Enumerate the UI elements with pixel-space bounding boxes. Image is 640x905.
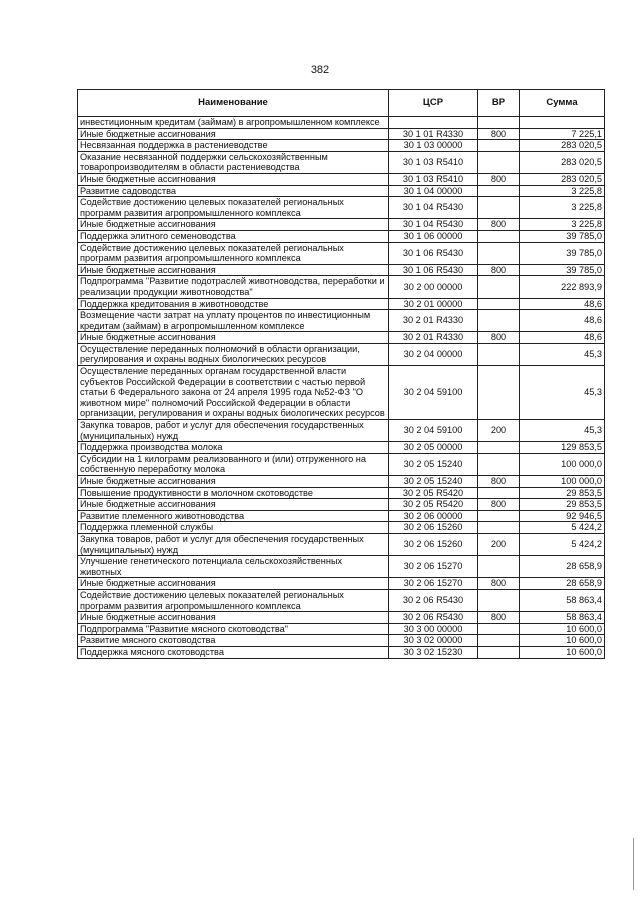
table-header (78, 90, 605, 117)
cell-name: Иные бюджетные ассигнования (78, 332, 389, 344)
header-name: Наименование (78, 90, 389, 117)
cell-sum: 10 600,0 (520, 635, 605, 647)
cell-csr: 30 2 05 00000 (389, 442, 478, 454)
cell-sum: 58 863,4 (520, 589, 605, 611)
cell-name: Развитие садоводства (78, 185, 389, 197)
cell-name: Закупка товаров, работ и услуг для обеспечения государственных (муниципальных) нужд (78, 420, 389, 442)
cell-sum: 28 658,9 (520, 578, 605, 590)
cell-name: Иные бюджетные ассигнования (78, 578, 389, 590)
cell-vr (478, 646, 520, 658)
cell-vr (478, 442, 520, 454)
cell-sum: 10 600,0 (520, 646, 605, 658)
cell-sum: 92 946,5 (520, 510, 605, 522)
table-row (78, 310, 605, 332)
cell-csr: 30 2 01 R4330 (389, 310, 478, 332)
cell-name: Содействие достижению целевых показателей региональных программ развития агропромышленного комплекса (78, 589, 389, 611)
cell-sum: 10 600,0 (520, 623, 605, 635)
cell-csr: 30 2 06 R5430 (389, 589, 478, 611)
cell-sum: 48,6 (520, 332, 605, 344)
table-row (78, 128, 605, 140)
cell-vr: 800 (478, 476, 520, 488)
cell-name: Развитие племенного животноводства (78, 510, 389, 522)
cell-vr (478, 556, 520, 578)
cell-sum: 283 020,5 (520, 140, 605, 152)
table-row (78, 140, 605, 152)
cell-name: Иные бюджетные ассигнования (78, 499, 389, 511)
cell-sum: 48,6 (520, 298, 605, 310)
cell-sum: 58 863,4 (520, 612, 605, 624)
cell-name: Оказание несвязанной поддержки сельскохозяйственным товаропроизводителям в области растениеводства (78, 151, 389, 173)
cell-csr: 30 2 06 15260 (389, 522, 478, 534)
cell-vr (478, 453, 520, 475)
cell-sum: 129 853,5 (520, 442, 605, 454)
cell-csr: 30 1 04 R5430 (389, 197, 478, 219)
cell-name: Поддержка мясного скотоводства (78, 646, 389, 658)
cell-csr: 30 1 03 R5410 (389, 151, 478, 173)
cell-sum: 3 225,8 (520, 219, 605, 231)
cell-sum: 3 225,8 (520, 185, 605, 197)
cell-vr (478, 117, 520, 129)
cell-sum: 45,3 (520, 366, 605, 420)
cell-vr (478, 242, 520, 264)
cell-vr (478, 298, 520, 310)
cell-csr: 30 2 05 R5420 (389, 499, 478, 511)
cell-name: Иные бюджетные ассигнования (78, 219, 389, 231)
cell-sum: 39 785,0 (520, 264, 605, 276)
cell-name: Субсидии на 1 килограмм реализованного и (или) отгруженного на собственную переработку молока (78, 453, 389, 475)
page-number: 382 (310, 64, 330, 76)
cell-sum: 7 225,1 (520, 128, 605, 140)
cell-vr (478, 510, 520, 522)
table-row (78, 242, 605, 264)
cell-vr (478, 140, 520, 152)
cell-sum: 39 785,0 (520, 242, 605, 264)
table-row (78, 230, 605, 242)
table-row (78, 623, 605, 635)
cell-vr: 800 (478, 578, 520, 590)
table-row (78, 635, 605, 647)
cell-vr (478, 151, 520, 173)
table-row (78, 343, 605, 365)
cell-name: Содействие достижению целевых показателей региональных программ развития агропромышленного комплекса (78, 242, 389, 264)
cell-name: Повышение продуктивности в молочном скотоводстве (78, 487, 389, 499)
cell-vr: 800 (478, 219, 520, 231)
table-row (78, 533, 605, 555)
cell-csr: 30 1 06 R5430 (389, 264, 478, 276)
table-row (78, 578, 605, 590)
cell-vr: 800 (478, 612, 520, 624)
cell-name: Возмещение части затрат на уплату процентов по инвестиционным кредитам (займам) в агропромышленном комплексе (78, 310, 389, 332)
cell-vr: 200 (478, 420, 520, 442)
cell-sum: 100 000,0 (520, 476, 605, 488)
cell-name: Улучшение генетического потенциала сельскохозяйственных животных (78, 556, 389, 578)
cell-vr: 800 (478, 499, 520, 511)
cell-csr: 30 2 00 00000 (389, 276, 478, 298)
table-row (78, 453, 605, 475)
cell-name: Иные бюджетные ассигнования (78, 612, 389, 624)
cell-vr: 800 (478, 173, 520, 185)
table-row (78, 487, 605, 499)
budget-table (77, 89, 605, 659)
cell-csr: 30 2 01 R4330 (389, 332, 478, 344)
cell-csr: 30 2 06 00000 (389, 510, 478, 522)
scan-edge-mark (633, 838, 634, 890)
cell-csr (389, 117, 478, 129)
cell-sum: 283 020,5 (520, 151, 605, 173)
cell-csr: 30 2 06 15270 (389, 578, 478, 590)
table-row (78, 219, 605, 231)
header-sum: Сумма (520, 90, 605, 117)
cell-vr (478, 623, 520, 635)
cell-sum (520, 117, 605, 129)
cell-vr (478, 185, 520, 197)
cell-name: Развитие мясного скотоводства (78, 635, 389, 647)
cell-csr: 30 1 04 00000 (389, 185, 478, 197)
cell-name: Иные бюджетные ассигнования (78, 476, 389, 488)
cell-csr: 30 1 06 00000 (389, 230, 478, 242)
header-csr: ЦСР (389, 90, 478, 117)
cell-sum: 45,3 (520, 420, 605, 442)
cell-csr: 30 3 02 00000 (389, 635, 478, 647)
cell-name: Подпрограмма "Развитие мясного скотоводства" (78, 623, 389, 635)
header-row (78, 90, 605, 117)
cell-name: Поддержка кредитования в животноводстве (78, 298, 389, 310)
table-row (78, 420, 605, 442)
table-row (78, 510, 605, 522)
cell-vr: 800 (478, 128, 520, 140)
cell-vr (478, 589, 520, 611)
cell-csr: 30 1 01 R4330 (389, 128, 478, 140)
cell-csr: 30 1 03 00000 (389, 140, 478, 152)
cell-name: Осуществление переданных органам государственной власти субъектов Российской Федерации в соответствии с частью первой статьи 6 Федерального закона от 24 апреля 1995 года №52-ФЗ "О животном мире" полномочий Российской Федерации в области организации, регулирования и охраны водных биологических ресурсов (78, 366, 389, 420)
table-row (78, 589, 605, 611)
cell-csr: 30 2 04 59100 (389, 366, 478, 420)
table-row (78, 173, 605, 185)
cell-name: Иные бюджетные ассигнования (78, 173, 389, 185)
header-vr: ВР (478, 90, 520, 117)
cell-sum: 29 853,5 (520, 487, 605, 499)
cell-vr (478, 522, 520, 534)
cell-vr: 200 (478, 533, 520, 555)
cell-csr: 30 3 00 00000 (389, 623, 478, 635)
cell-csr: 30 2 04 00000 (389, 343, 478, 365)
cell-csr: 30 2 05 15240 (389, 476, 478, 488)
cell-sum: 5 424,2 (520, 533, 605, 555)
cell-csr: 30 3 02 15230 (389, 646, 478, 658)
cell-sum: 45,3 (520, 343, 605, 365)
cell-csr: 30 2 01 00000 (389, 298, 478, 310)
table-row (78, 185, 605, 197)
cell-vr (478, 230, 520, 242)
cell-csr: 30 2 06 R5430 (389, 612, 478, 624)
table-row (78, 442, 605, 454)
table-row (78, 117, 605, 129)
cell-csr: 30 1 03 R5410 (389, 173, 478, 185)
cell-sum: 5 424,2 (520, 522, 605, 534)
cell-sum: 100 000,0 (520, 453, 605, 475)
table-row (78, 646, 605, 658)
cell-name: Подпрограмма "Развитие подотраслей животноводства, переработки и реализации продукции животноводства" (78, 276, 389, 298)
table-row (78, 366, 605, 420)
table-row (78, 522, 605, 534)
table-row (78, 264, 605, 276)
cell-name: инвестиционным кредитам (займам) в агропромышленном комплексе (78, 117, 389, 129)
cell-name: Содействие достижению целевых показателей региональных программ развития агропромышленного комплекса (78, 197, 389, 219)
cell-vr (478, 635, 520, 647)
cell-sum: 29 853,5 (520, 499, 605, 511)
cell-vr (478, 310, 520, 332)
cell-sum: 28 658,9 (520, 556, 605, 578)
cell-name: Иные бюджетные ассигнования (78, 264, 389, 276)
cell-vr: 800 (478, 332, 520, 344)
cell-name: Несвязанная поддержка в растениеводстве (78, 140, 389, 152)
cell-csr: 30 1 04 R5430 (389, 219, 478, 231)
table-row (78, 332, 605, 344)
table-row (78, 499, 605, 511)
cell-name: Закупка товаров, работ и услуг для обеспечения государственных (муниципальных) нужд (78, 533, 389, 555)
cell-sum: 222 893,9 (520, 276, 605, 298)
cell-name: Осуществление переданных полномочий в области организации, регулирования и охраны водных биологических ресурсов (78, 343, 389, 365)
cell-vr (478, 366, 520, 420)
cell-vr (478, 487, 520, 499)
cell-sum: 48,6 (520, 310, 605, 332)
table-row (78, 556, 605, 578)
cell-csr: 30 2 05 R5420 (389, 487, 478, 499)
cell-csr: 30 2 06 15270 (389, 556, 478, 578)
cell-csr: 30 2 04 59100 (389, 420, 478, 442)
cell-name: Поддержка племенной службы (78, 522, 389, 534)
cell-sum: 39 785,0 (520, 230, 605, 242)
cell-vr (478, 276, 520, 298)
table-row (78, 151, 605, 173)
table-row (78, 197, 605, 219)
cell-vr: 800 (478, 264, 520, 276)
cell-csr: 30 2 05 15240 (389, 453, 478, 475)
cell-vr (478, 197, 520, 219)
cell-vr (478, 343, 520, 365)
cell-name: Поддержка элитного семеноводства (78, 230, 389, 242)
table-row (78, 476, 605, 488)
table-row (78, 276, 605, 298)
table-body (78, 117, 605, 659)
cell-csr: 30 1 06 R5430 (389, 242, 478, 264)
cell-sum: 283 020,5 (520, 173, 605, 185)
table-row (78, 612, 605, 624)
cell-sum: 3 225,8 (520, 197, 605, 219)
cell-name: Поддержка производства молока (78, 442, 389, 454)
cell-name: Иные бюджетные ассигнования (78, 128, 389, 140)
table-row (78, 298, 605, 310)
cell-csr: 30 2 06 15260 (389, 533, 478, 555)
